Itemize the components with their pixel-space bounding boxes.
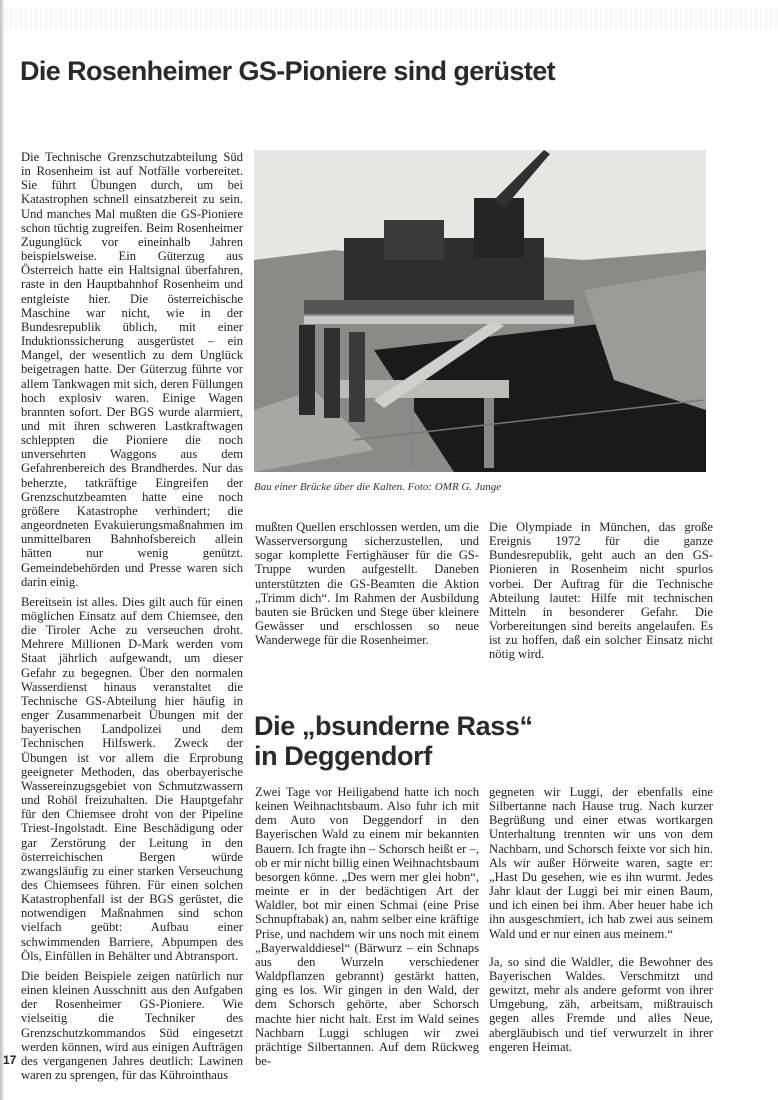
paragraph: mußten Quellen erschlossen werden, um die Wasserversorgung sicherzustellen, und sogar komplette Fertighäuser für die GS-Truppe wurden aufgestellt. Daneben unterstützten die GS-Beamten die Aktion „Trimm dich“. Im Rahmen der Ausbildung bauten sie Brücken und Stege über kleinere Gewässer und erschlossen so neue Wanderwege für die Rosenheimer. [255, 520, 479, 648]
photo-caption: Bau einer Brücke über die Kalten. Foto: OMR G. Junge [254, 481, 502, 493]
second-article-column-2 [489, 785, 713, 1068]
photo-illustration [254, 150, 706, 472]
paragraph: Die Technische Grenzschutzabteilung Süd in Rosenheim ist auf Notfälle vorbereitet. Sie führt Übungen durch, um bei Katastrophen schnell einsatzbereit zu sein. Und manches Mal mußten die GS-Pioniere schon tüchtig zugreifen. Beim Rosenheimer Zugunglück vor eineinhalb Jahren beispielsweise. Ein Güterzug aus Österreich hatte ein Haltsignal überfahren, raste in den Hauptbahnhof Rosenheim und entgleiste hier. Die österreichische Maschine war nicht, wie in der Bundesrepublik üblich, mit einer Induktionssicherung ausgerüstet – ein Mangel, der wesentlich zu dem Unglück beigetragen hatte. Der Güterzug führte vor allem Tankwagen mit sich, deren Füllungen hoch explosiv waren. Einige Wagen brannten sofort. Der BGS wurde alarmiert, und mit ihren schweren Lastkraftwagen schleppten die Pioniere die noch unversehrten Waggons aus dem Gefahrenbereich des Brandherdes. Nur das beherzte, tatkräftige Eingreifen der Grenzschutzbeamten hatte eine noch größere Katastrophe verhindert; die angeordneten Evakuierungsmaßnahmen im unmittelbaren Bahnhofsbereich allein hätten nur wenig genützt. Gemeindebehörden und Presse waren sich darin einig. [21, 150, 243, 589]
page-edge-shadow [0, 0, 4, 1100]
paragraph: Zwei Tage vor Heiligabend hatte ich noch keinen Weihnachtsbaum. Also fuhr ich mit dem Auto von Deggendorf in den Bayerischen Wald zu einem mir bekannten Bauern. Ich fragte ihn – Schorsch heißt er –, ob er mir nicht billig einen Weihnachtsbaum besorgen könne. „Des wern mer glei hobn“, meinte er in der bedächtigen Art der Waldler, bot mir einen Schmai (eine Prise Schnupftabak) an, nahm selber eine kräftige Prise, und nachdem wir uns noch mit einem „Bayerwalddiesel“ (Bärwurz – ein Schnaps aus den Wurzeln verschiedener Waldpflanzen gebrannt) gestärkt hatten, ging es los. Wir gingen in den Wald, der dem Schorsch gehörte, aber Schorsch machte hier nicht halt. Erst im Wald seines Nachbarn Luggi schlugen wir zwei prächtige Silbertannen. Auf dem Rückweg be- [255, 785, 479, 1068]
bridge-construction-photo [254, 150, 706, 472]
article-column-1 [21, 150, 243, 1088]
second-article-column-1 [255, 785, 479, 1074]
article-headline: Die Rosenheimer GS-Pioniere sind gerüstet [20, 56, 556, 86]
second-article-headline [254, 711, 533, 771]
article-column-3 [489, 520, 713, 668]
paragraph: Ja, so sind die Waldler, die Bewohner des Bayerischen Waldes. Verschmitzt und gewitzt, mehr als andere geformt von ihrer Umgebung, zäh, arbeitsam, mißtrauisch gegen alles Fremde und alles Neue, abergläubisch und tief verwurzelt in ihrer engeren Heimat. [489, 954, 713, 1054]
paragraph: gegneten wir Luggi, der ebenfalls eine Silbertanne nach Hause trug. Nach kurzer Begrüßung und einer etwas wortkargen Unterhaltung trennten wir uns von dem Nachbarn, und Schorsch feixte vor sich hin. Als wir außer Hörweite waren, sagte er: „Hast Du gesehen, wie es ihn wurmt. Jedes Jahr klaut der Luggi bei mir einen Baum, und ich einen bei ihm. Aber heuer habe ich ihn ausgeschmiert, ich hab zwei aus seinem Wald und er nur einen aus meinem.“ [489, 785, 713, 941]
page-number: 17 [3, 1053, 17, 1067]
paragraph: Bereitsein ist alles. Dies gilt auch für einen möglichen Einsatz auf dem Chiemsee, den die Tiroler Ache zu verseuchen droht. Mehrere Millionen D-Mark werden vom Staat jährlich aufgewandt, um dieser Gefahr zu begegnen. Über den normalen Wasserdienst hinaus veranstaltet die Technische GS-Abteilung hier häufig in enger Zusammenarbeit Übungen mit der bayerischen Landpolizei und dem Technischen Hilfswerk. Zweck der Übungen ist vor allem die Erprobung geeigneter Methoden, das oberbayerische Wassereinzugsgebiet von Schmutzwassern und Rohöl freizuhalten. Die Hauptgefahr für den Chiemsee droht von der Pipeline Triest-Ingolstadt. Eine Beschädigung oder gar Zerstörung der Leitung in den österreichischen Bergen würde zwangsläufig zu einer starken Verseuchung des Chiemsees führen. Für einen solchen Katastrophenfall ist der BGS gerüstet, die notwendigen Maßnahmen sind schon vielfach geübt: Aufbau einer schwimmenden Barriere, Abpumpen des Öls, Einfüllen in Behälter und Abtransport. [21, 594, 243, 963]
headline-line-1: Die „bsunderne Rass“ [254, 711, 533, 741]
paragraph: Die beiden Beispiele zeigen natürlich nur einen kleinen Ausschnitt aus den Aufgaben der Rosenheimer GS-Pioniere. Wie vielseitig die Techniker des Grenzschutzkommandos Süd eingesetzt werden können, wird aus einigen Aufträgen des vergangenen Jahres deutlich: Lawinen waren zu sprengen, für das Kührointhaus [21, 968, 243, 1082]
paragraph: Die Olympiade in München, das große Ereignis 1972 für die ganze Bundesrepublik, geht auch an den GS-Pionieren in Rosenheim nicht spurlos vorbei. Der Auftrag für die Technische Abteilung lautet: Hilfe mit technischen Mitteln in besonderer Gefahr. Die Vorbereitungen sind bereits angelaufen. Es ist zu hoffen, daß ein solcher Einsatz nicht nötig wird. [489, 520, 713, 662]
scan-noise [0, 8, 778, 30]
article-column-2 [255, 520, 479, 653]
headline-line-2: in Deggendorf [254, 741, 432, 771]
